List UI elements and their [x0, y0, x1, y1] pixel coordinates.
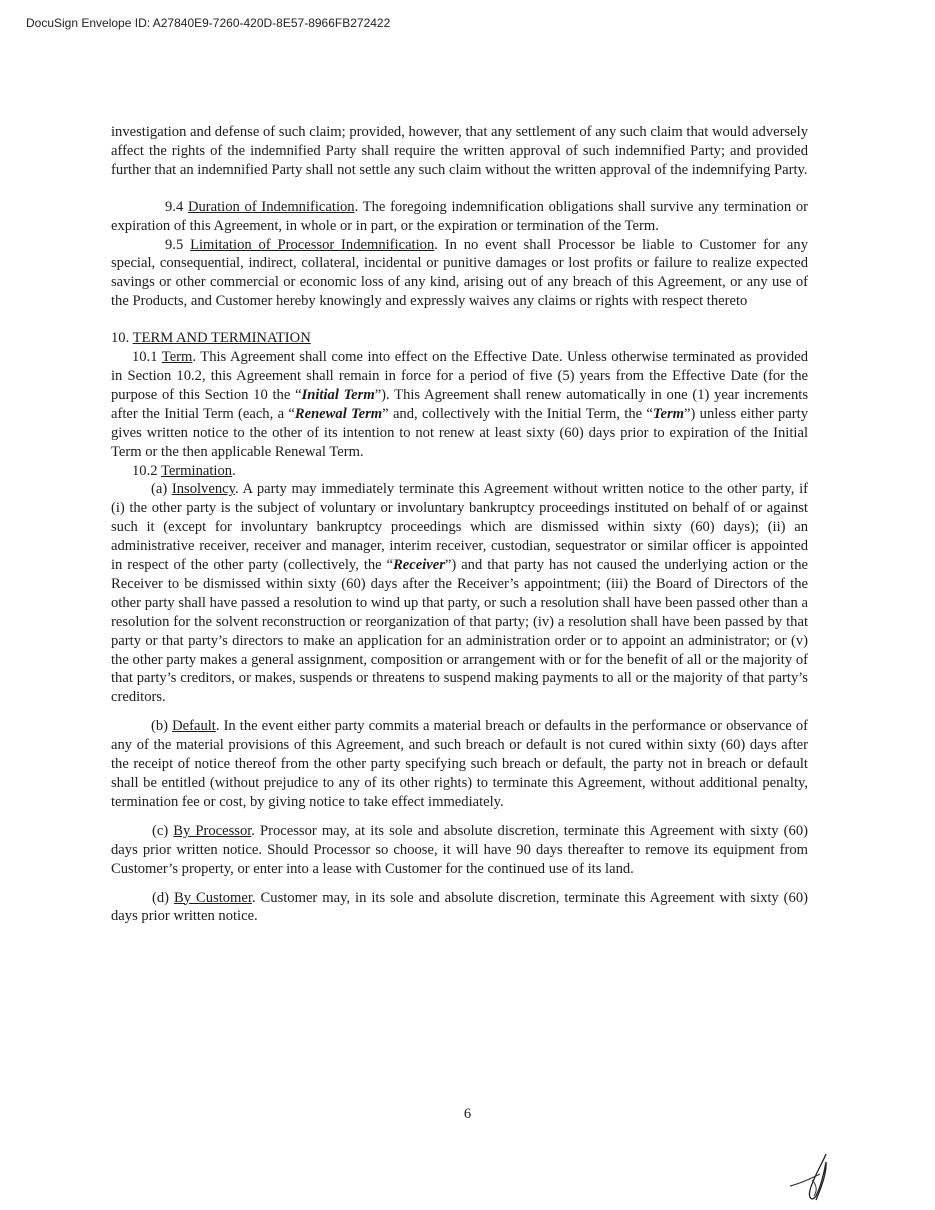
docusign-envelope-id: DocuSign Envelope ID: A27840E9-7260-420D-8E57-8966FB272422	[26, 16, 391, 30]
section-10-number: 10.	[111, 330, 130, 347]
defined-term-receiver: Receiver	[393, 557, 445, 574]
defined-term-initial-term: Initial Term	[301, 386, 375, 403]
section-10-heading	[111, 329, 808, 348]
section-10-2-heading	[111, 462, 808, 481]
clause-b-label: (b)	[151, 718, 169, 735]
section-9-5-heading: Limitation of Processor Indemnification	[190, 236, 435, 253]
section-10-2-c	[111, 822, 808, 879]
clause-a-text-b: ”) and that party has not caused the underlying action or the Receiver to be dismissed within sixty (60) days after the Receiver’s appointment; (iii) the Board of Directors of the other party shall have passed a resolution to wind up that party, or such a resolution shall have been passed other than a resolution for the solvent reconstruction or reorganization of that party; (iv) a resolution shall have been passed by that party or that party’s directors to make an application for an administration order or to appoint an administrator; or (v) the other party makes a general assignment, composition or arrangement with or for the benefit of all or the majority of that party’s creditors, or makes, suspends or threatens to suspend making payments to all or the majority of that party’s creditors.	[111, 557, 808, 706]
section-10-2-a	[111, 480, 808, 707]
clause-b-text: . In the event either party commits a material breach or defaults in the performance or observance of any of the material provisions of this Agreement, and such breach or default is not cured within sixty (60) days after the receipt of notice thereof from the other party specifying such breach or default, the party not in breach or default shall be entitled (without prejudice to any of its other rights) to terminate this Agreement, without additional penalty, termination fee or cost, by giving notice to take effect immediately.	[111, 718, 808, 810]
defined-term-renewal-term: Renewal Term	[294, 405, 383, 422]
section-9-5-number: 9.5	[165, 236, 184, 253]
defined-term-term: Term	[652, 405, 684, 422]
section-9-4-number: 9.4	[165, 198, 184, 215]
section-10-1-text-c: ” and, collectively with the Initial Term, the “	[382, 405, 653, 422]
clause-d-text: . Customer may, in its sole and absolute discretion, terminate this Agreement with sixty (60) days prior written notice.	[111, 889, 808, 925]
clause-a-label: (a)	[151, 481, 168, 498]
section-10-1-text-b: ”). This Agreement shall renew automatically in one (1) year increments after the Initial Term (each, a “	[111, 386, 808, 422]
section-10-2-tail: .	[232, 462, 236, 479]
clause-c-label: (c)	[152, 822, 169, 839]
clause-a-text-a: . A party may immediately terminate this Agreement without written notice to the other party, if (i) the other party is the subject of voluntary or involuntary bankruptcy proceedings instituted on behalf of or against such it (except for involuntary bankruptcy proceedings which are dismissed within sixty (60) days); (ii) an administrative receiver, receiver and manager, interim receiver, custodian, sequestrator or similar officer is appointed in respect of the other party (collectively, the “	[111, 481, 808, 574]
section-10-1	[111, 348, 808, 461]
section-9-4	[111, 198, 808, 236]
section-9-4-heading: Duration of Indemnification	[187, 198, 355, 215]
clause-d-label: (d)	[152, 889, 170, 906]
section-10-1-heading: Term	[161, 349, 193, 366]
section-10-2-d	[111, 889, 808, 927]
section-9-4-text: . The foregoing indemnification obligations shall survive any termination or expiration of this Agreement, in whole or in part, or the expiration or termination of the Term.	[111, 198, 808, 234]
section-10-2-b	[111, 717, 808, 812]
paragraph-9-3-continued: investigation and defense of such claim; provided, however, that any settlement of any such claim that would adversely affect the rights of the indemnified Party shall require the written approval of such indemnified Party; and provided further that an indemnified Party shall not settle any such claim without the written approval of the indemnifying Party.	[111, 124, 808, 178]
clause-d-heading: By Customer	[174, 889, 252, 906]
section-10-1-text-d: ”) unless either party gives written notice to the other of its intention to not renew at least sixty (60) days prior to expiration of the Initial Term or the then applicable Renewal Term.	[111, 405, 808, 460]
initials-signature-icon	[786, 1150, 832, 1206]
section-9-5-text: . In no event shall Processor be liable to Customer for any special, consequential, indirect, collateral, incidental or punitive damages or lost profits or failure to realize expected savings or other commercial or economic loss of any kind, arising out of any breach of this Agreement, or any use of the Products, and Customer hereby knowingly and expressly waives any claims or rights with respect thereto	[111, 236, 808, 310]
clause-b-heading: Default	[172, 718, 216, 735]
clause-c-heading: By Processor	[173, 822, 252, 839]
section-10-2-title: Termination	[160, 462, 233, 479]
page-number: 6	[463, 1106, 472, 1122]
section-10-1-number: 10.1	[132, 349, 158, 366]
section-10-title: TERM AND TERMINATION	[132, 330, 311, 347]
section-9-5	[111, 236, 808, 312]
clause-a-heading: Insolvency	[171, 481, 235, 498]
document-body	[111, 123, 808, 926]
section-10-1-text-a: . This Agreement shall come into effect on the Effective Date. Unless otherwise terminated as provided in Section 10.2, this Agreement shall remain in force for a period of five (5) years from the Effective Date (for the purpose of this Section 10 the “	[111, 349, 808, 403]
section-10-2-number: 10.2	[132, 462, 158, 479]
clause-c-text: . Processor may, at its sole and absolute discretion, terminate this Agreement with sixty (60) days prior written notice. Should Processor so choose, it will have 90 days thereafter to remove its equipment from Customer’s property, or enter into a lease with Customer for the continued use of its land.	[111, 822, 808, 877]
